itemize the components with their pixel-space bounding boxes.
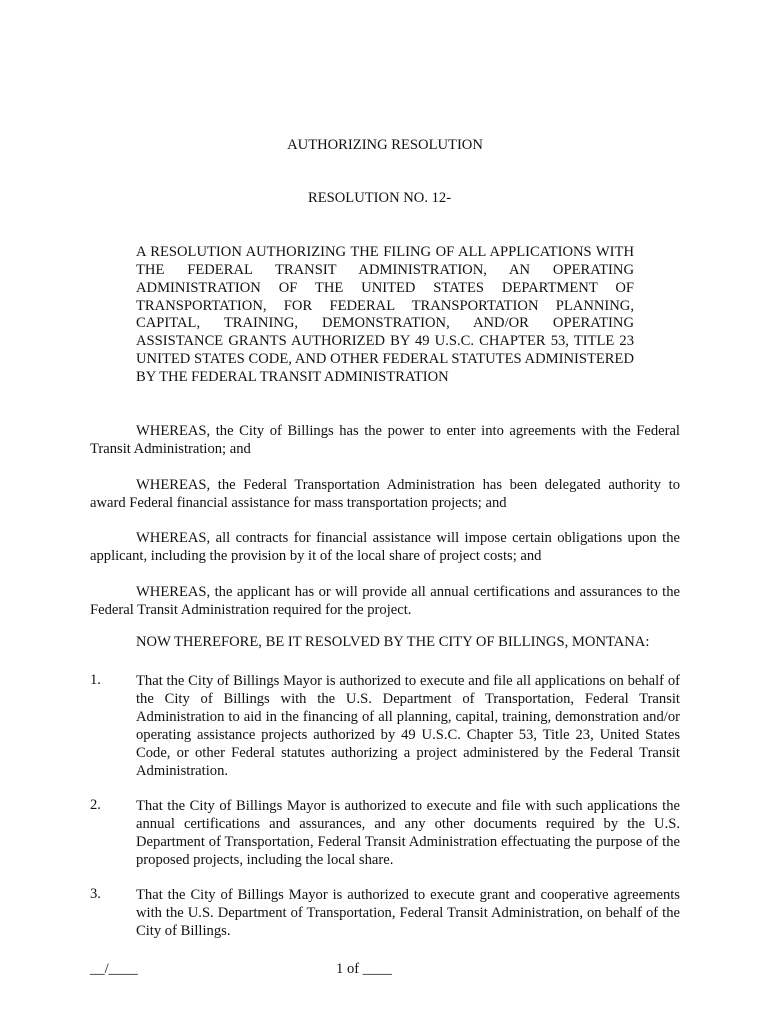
item-number: 1. — [90, 672, 101, 688]
whereas-paragraph-3: WHEREAS, all contracts for financial assistance will impose certain obligations upon the applicant, including the provision by it of the local share of project costs; and — [90, 530, 680, 564]
whereas-paragraph-4: WHEREAS, the applicant has or will provide all annual certifications and assurances to the Federal Transit Administration required for the project. — [90, 584, 680, 618]
resolved-clause: NOW THEREFORE, BE IT RESOLVED BY THE CITY OF BILLINGS, MONTANA: — [136, 634, 650, 650]
item-text: That the City of Billings Mayor is authorized to execute and file all applications on behalf of the City of Billings with the U.S. Department of Transportation, Federal Transit Administration to aid in the financing of all planning, capital, training, demonstration and/or operating assistance projects authorized by 49 U.S.C. Chapter 53, Title 23, United States Code, or other Federal statutes authorizing a project administered by the Federal Transit Administration. — [136, 673, 680, 779]
resolution-item-3 — [90, 886, 680, 940]
whereas-paragraph-1: WHEREAS, the City of Billings has the power to enter into agreements with the Federal Transit Administration; and — [90, 423, 680, 457]
resolution-number: RESOLUTION NO. 12- — [308, 190, 452, 206]
document-title-text: AUTHORIZING RESOLUTION — [287, 137, 483, 153]
resolution-item-1 — [90, 672, 680, 780]
resolution-item-2 — [90, 797, 680, 869]
resolution-heading: A RESOLUTION AUTHORIZING THE FILING OF ALL APPLICATIONS WITH THE FEDERAL TRANSIT ADMINISTRATION, AN OPERATING ADMINISTRATION OF THE UNITED STATES DEPARTMENT OF TRANSPORTATION, FOR FEDERAL TRANSPORTATION PLANNING, CAPITAL, TRAINING, DEMONSTRATION, AND/OR OPERATING ASSISTANCE GRANTS AUTHORIZED BY 49 U.S.C. CHAPTER 53, TITLE 23 UNITED STATES CODE, AND OTHER FEDERAL STATUTES ADMINISTERED BY THE FEDERAL TRANSIT ADMINISTRATION — [136, 244, 634, 385]
item-text: That the City of Billings Mayor is authorized to execute grant and cooperative agreements with the U.S. Department of Transportation, Federal Transit Administration, on behalf of the City of Billings. — [136, 887, 680, 939]
document-title — [0, 137, 770, 154]
item-text: That the City of Billings Mayor is authorized to execute and file with such applications the annual certifications and assurances, and any other documents required by the U.S. Department of Transportation, Federal Transit Administration effectuating the purpose of the proposed projects, including the local share. — [136, 798, 680, 868]
initials-blank: __/____ — [90, 961, 138, 977]
item-number: 2. — [90, 797, 101, 813]
whereas-paragraph-2: WHEREAS, the Federal Transportation Administration has been delegated authority to award Federal financial assistance for mass transportation projects; and — [90, 477, 680, 511]
page-number: 1 of ____ — [336, 961, 392, 977]
item-number: 3. — [90, 886, 101, 902]
